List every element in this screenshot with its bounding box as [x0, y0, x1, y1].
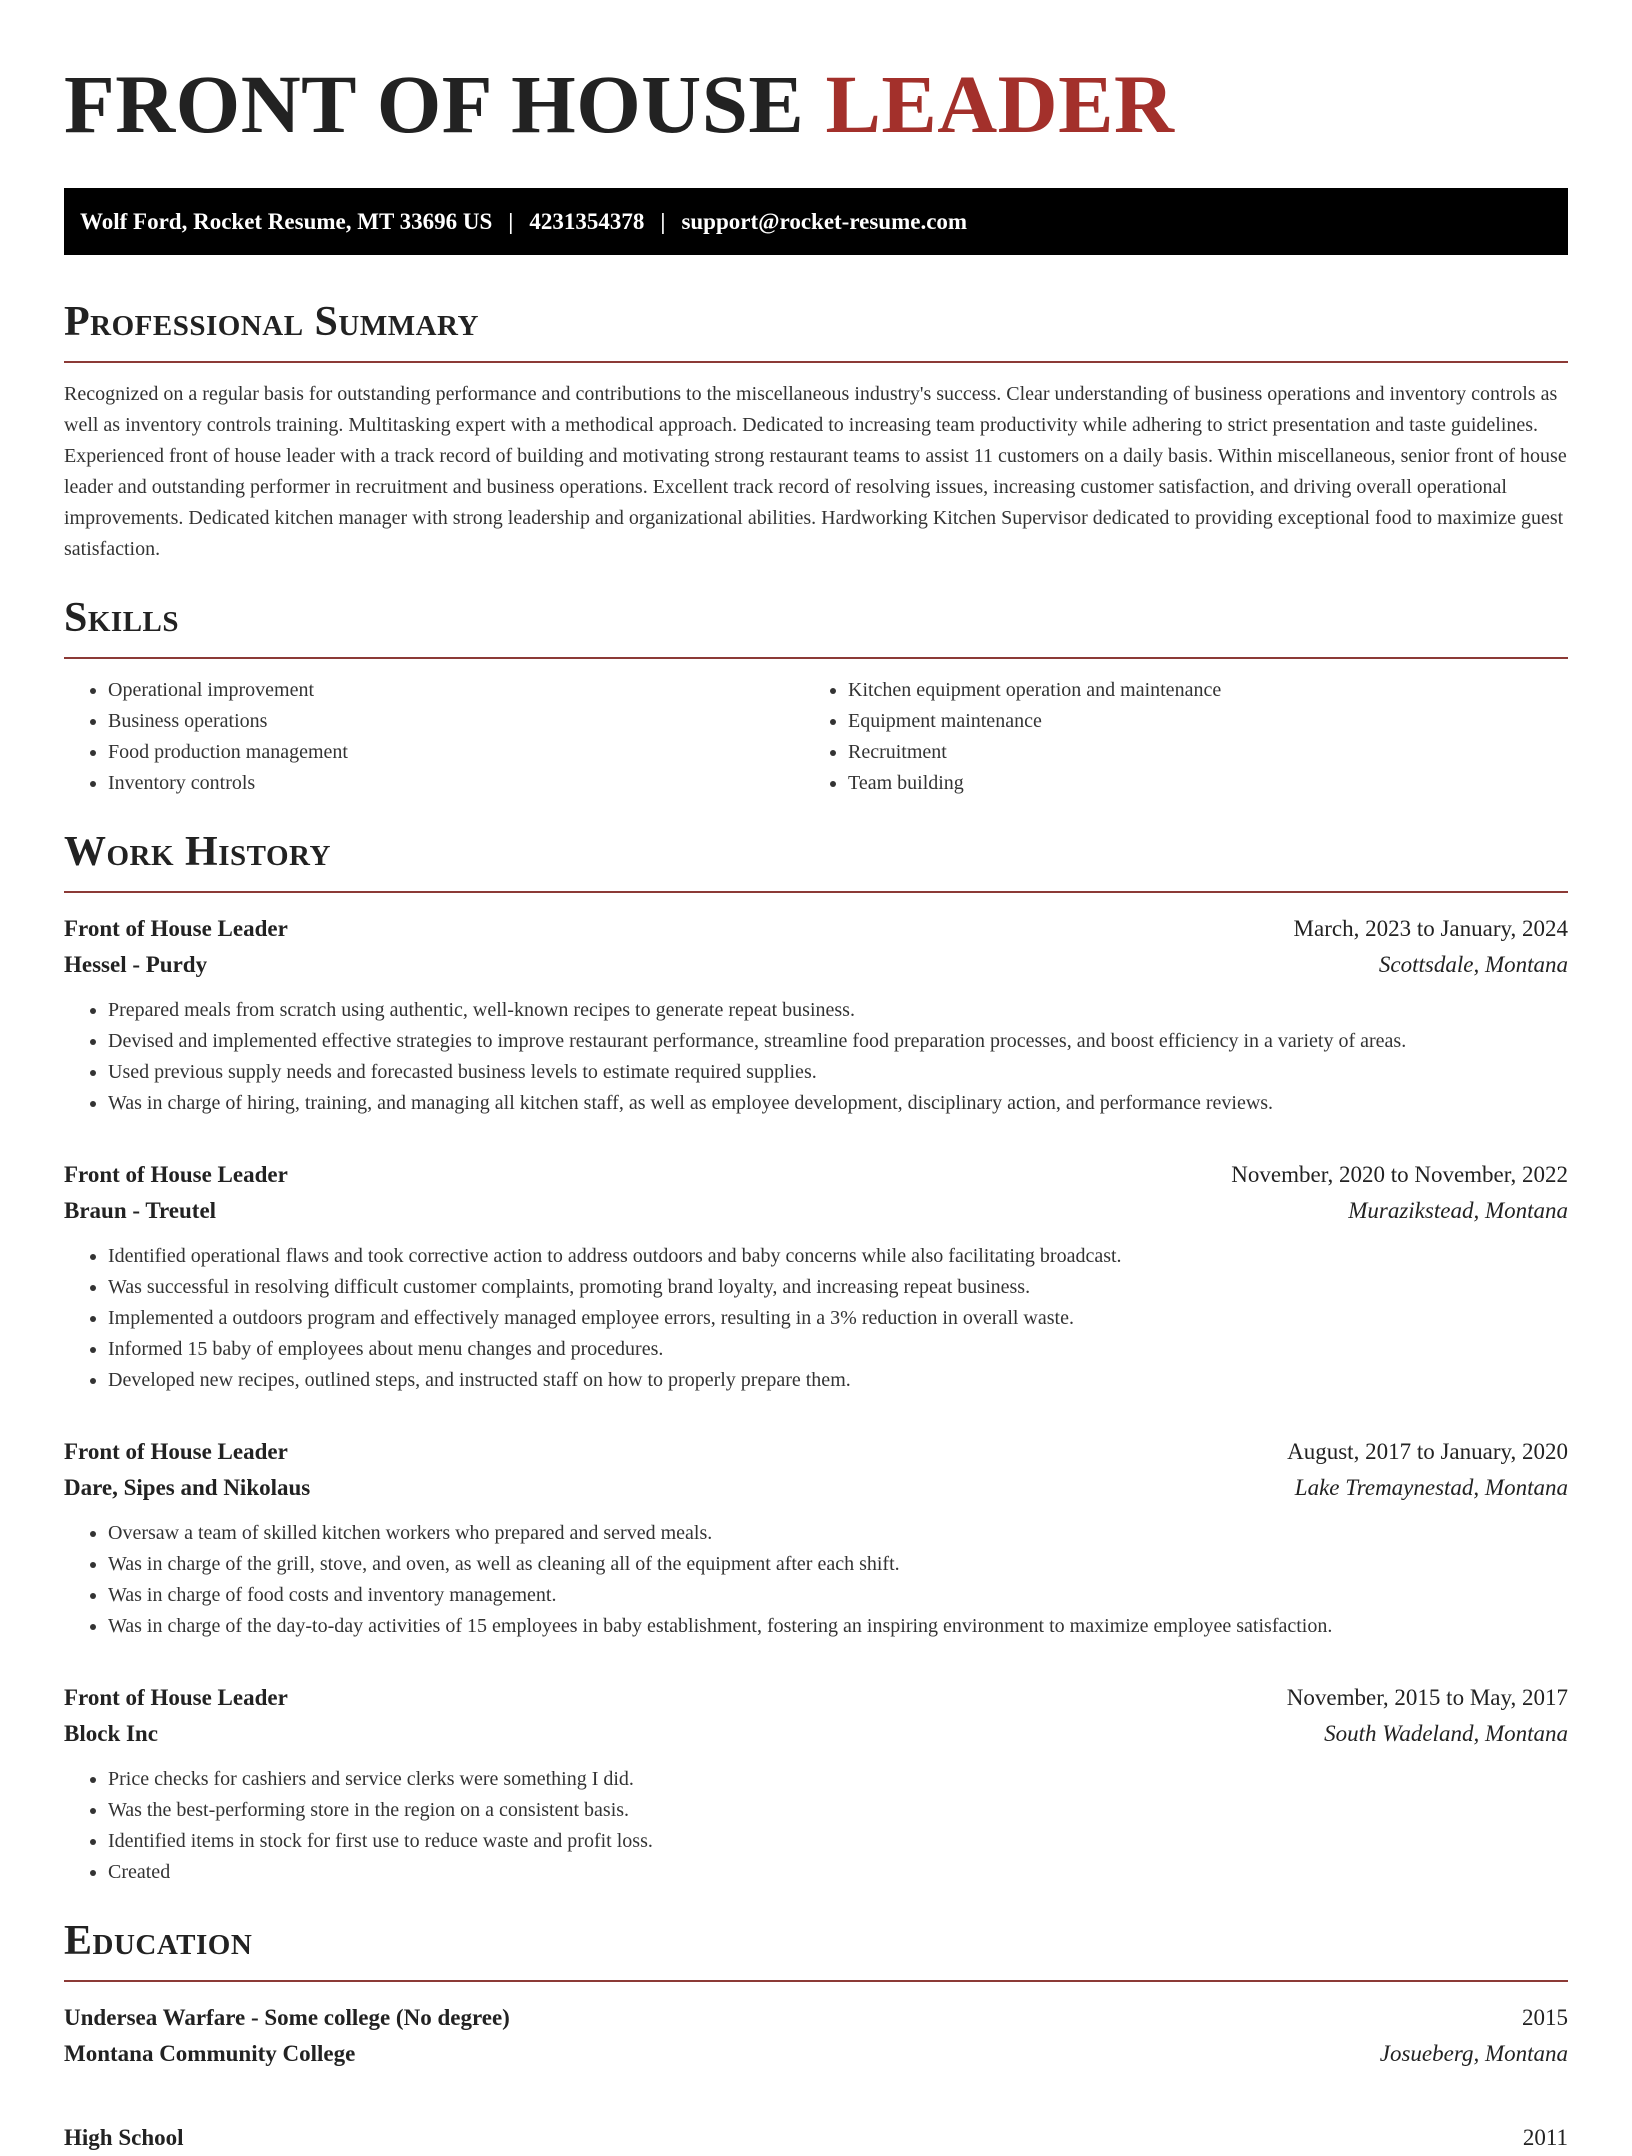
summary-text: Recognized on a regular basis for outstanding performance and contributions to the miscellaneous industry's success. Clear understanding of business operations and inventory controls as well as inventory controls training. Multitasking expert with a methodical approach. Dedicated to increasing team productivity while adhering to strict presentation and taste guidelines. Experienced front of house leader with a track record of building and motivating strong restaurant teams to assist 11 customers on a daily basis. Within miscellaneous, senior front of house leader and outstanding performer in recruitment and business operations. Excellent track record of resolving issues, increasing customer satisfaction, and driving overall operational improvements. Dedicated kitchen manager with strong leadership and organizational abilities. Hardworking Kitchen Supervisor dedicated to providing exceptional food to maximize guest satisfaction.	[64, 383, 1567, 560]
education-entry	[64, 2000, 1568, 2072]
skill-item: • Recruitment	[848, 737, 1544, 768]
job-bullet: • Was successful in resolving difficult customer complaints, promoting brand loyalty, and increasing repeat business.	[108, 1272, 1568, 1303]
job-bullets	[64, 1518, 1568, 1642]
education-year: 2011	[1522, 2125, 1568, 2150]
job-bullet: • Created	[108, 1857, 1568, 1888]
skill-item: • Kitchen equipment operation and maintenance	[848, 675, 1544, 706]
job-entry	[64, 1680, 1568, 1888]
resume-title	[64, 0, 1568, 152]
job-role: Front of House Leader	[64, 1685, 288, 1710]
job-location: Scottsdale, Montana	[1378, 952, 1568, 977]
education-school: Montana Community College	[64, 2041, 356, 2066]
job-bullet: • Identified operational flaws and took corrective action to address outdoors and baby concerns while also facilitating broadcast.	[108, 1241, 1568, 1272]
skill-item: • Business operations	[108, 706, 804, 737]
job-role: Front of House Leader	[64, 1162, 288, 1187]
job-company: Braun - Treutel	[64, 1198, 217, 1223]
job-bullet: • Devised and implemented effective strategies to improve restaurant performance, streamline food preparation processes, and boost efficiency in a variety of areas.	[108, 1026, 1568, 1057]
education-location: Josueberg, Montana	[1379, 2041, 1568, 2066]
job-bullet: • Oversaw a team of skilled kitchen workers who prepared and served meals.	[108, 1518, 1568, 1549]
job-dates: March, 2023 to January, 2024	[1293, 916, 1568, 941]
title-accent: LEADER	[825, 58, 1175, 150]
skills-heading: Skills	[64, 593, 1568, 659]
contact-separator: |	[508, 208, 514, 234]
job-bullet: • Implemented a outdoors program and effectively managed employee errors, resulting in a 3% reduction in overall waste.	[108, 1303, 1568, 1334]
job-entry	[64, 1157, 1568, 1396]
skills-column-right	[804, 675, 1544, 799]
skill-item: • Operational improvement	[108, 675, 804, 706]
job-bullet: • Was the best-performing store in the region on a consistent basis.	[108, 1795, 1568, 1826]
education-entry	[64, 2120, 1568, 2156]
job-role: Front of House Leader	[64, 1439, 288, 1464]
skill-item: • Equipment maintenance	[848, 706, 1544, 737]
job-bullets	[64, 1764, 1568, 1888]
job-role: Front of House Leader	[64, 916, 288, 941]
job-dates: November, 2015 to May, 2017	[1286, 1685, 1568, 1710]
job-entry	[64, 1434, 1568, 1642]
skill-item: • Inventory controls	[108, 768, 804, 799]
job-bullet: • Was in charge of hiring, training, and managing all kitchen staff, as well as employee development, disciplinary action, and performance reviews.	[108, 1088, 1568, 1119]
job-bullet: • Was in charge of food costs and inventory management.	[108, 1580, 1568, 1611]
job-bullet: • Identified items in stock for first use to reduce waste and profit loss.	[108, 1826, 1568, 1857]
skills-list	[64, 675, 1568, 799]
work-history-heading: Work History	[64, 827, 1568, 893]
job-company: Dare, Sipes and Nikolaus	[64, 1475, 311, 1500]
contact-separator: |	[660, 208, 666, 234]
job-bullet: • Used previous supply needs and forecasted business levels to estimate required supplies.	[108, 1057, 1568, 1088]
education-degree: High School	[64, 2125, 184, 2150]
skill-item: • Food production management	[108, 737, 804, 768]
job-bullets	[64, 1241, 1568, 1396]
job-bullet: • Prepared meals from scratch using authentic, well-known recipes to generate repeat business.	[108, 995, 1568, 1026]
education-heading: Education	[64, 1916, 1568, 1982]
job-company: Hessel - Purdy	[64, 952, 208, 977]
job-company: Block Inc	[64, 1721, 158, 1746]
job-dates: August, 2017 to January, 2020	[1287, 1439, 1568, 1464]
job-entry	[64, 911, 1568, 1119]
contact-email: support@rocket-resume.com	[681, 208, 968, 234]
job-location: Lake Tremaynestad, Montana	[1294, 1475, 1568, 1500]
summary-heading: Professional Summary	[64, 297, 1568, 363]
job-bullet: • Was in charge of the grill, stove, and oven, as well as cleaning all of the equipment after each shift.	[108, 1549, 1568, 1580]
contact-bar	[64, 188, 1568, 255]
contact-address: Wolf Ford, Rocket Resume, MT 33696 US	[80, 208, 493, 234]
job-bullet: • Price checks for cashiers and service clerks were something I did.	[108, 1764, 1568, 1795]
job-bullet: • Informed 15 baby of employees about menu changes and procedures.	[108, 1334, 1568, 1365]
education-year: 2015	[1522, 2005, 1568, 2030]
job-bullet: • Developed new recipes, outlined steps, and instructed staff on how to properly prepare them.	[108, 1365, 1568, 1396]
skill-item: • Team building	[848, 768, 1544, 799]
job-location: South Wadeland, Montana	[1324, 1721, 1568, 1746]
job-bullet: • Was in charge of the day-to-day activities of 15 employees in baby establishment, fostering an inspiring environment to maximize employee satisfaction.	[108, 1611, 1568, 1642]
job-location: Murazikstead, Montana	[1348, 1198, 1568, 1223]
job-dates: November, 2020 to November, 2022	[1231, 1162, 1568, 1187]
education-degree: Undersea Warfare - Some college (No degree)	[64, 2005, 510, 2030]
title-main: FRONT OF HOUSE	[64, 58, 826, 150]
contact-phone: 4231354378	[529, 208, 645, 234]
skills-column-left	[64, 675, 804, 799]
job-bullets	[64, 995, 1568, 1119]
